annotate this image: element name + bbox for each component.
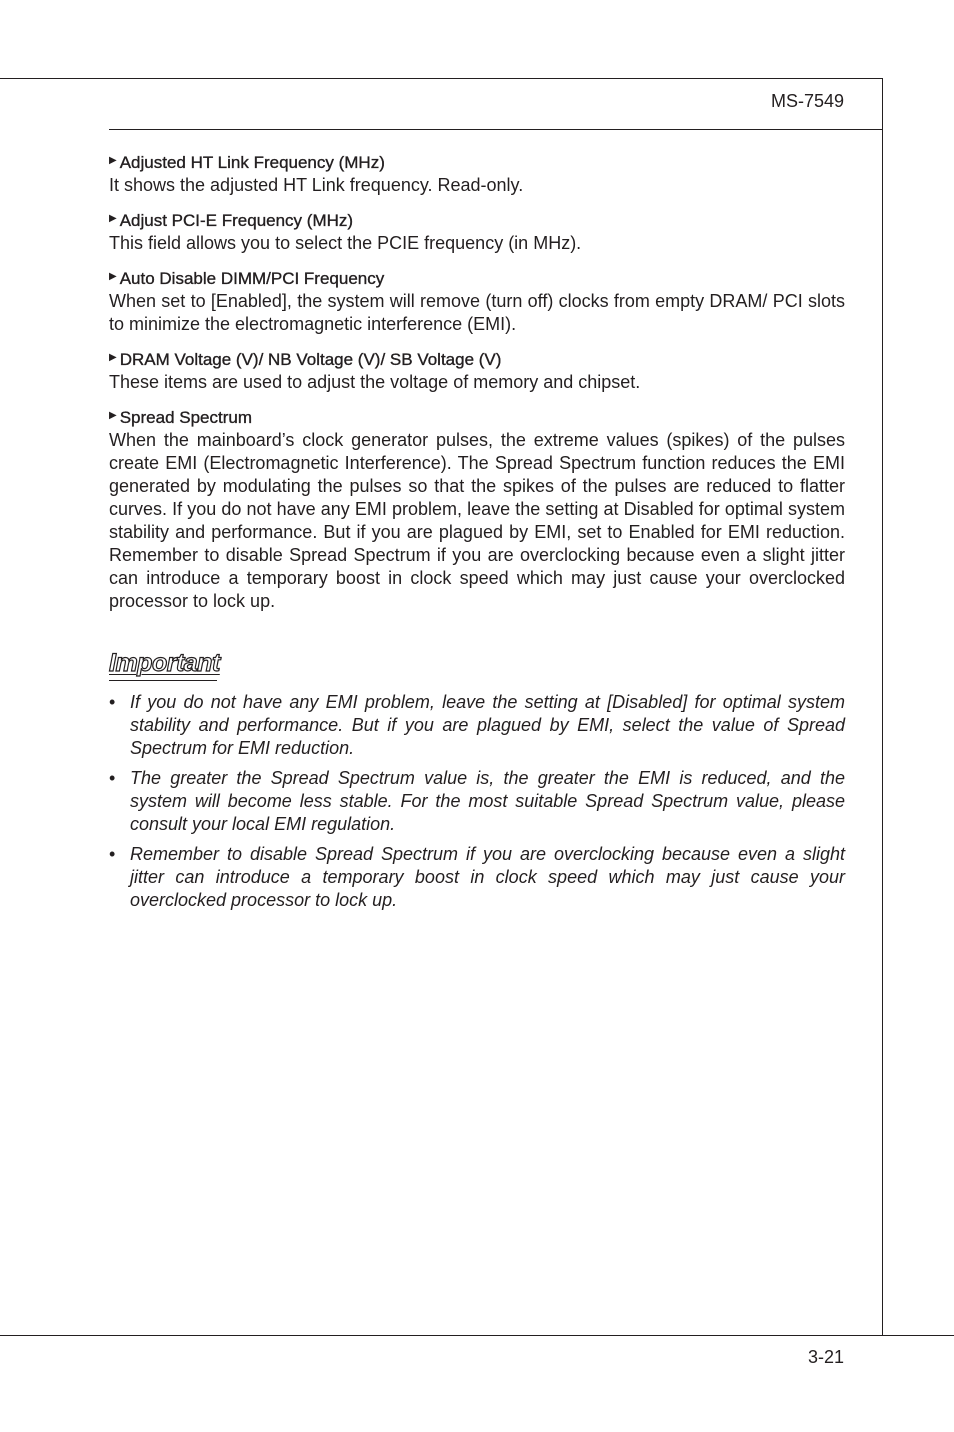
note-item xyxy=(109,843,845,912)
note-item xyxy=(109,767,845,836)
page-content xyxy=(109,151,845,919)
model-number: MS-7549 xyxy=(770,91,844,111)
bullet-icon: • xyxy=(109,692,116,712)
section-title: Adjusted HT Link Frequency (MHz) xyxy=(119,153,385,172)
important-title: Important xyxy=(109,649,220,677)
bullet-icon: • xyxy=(109,768,116,788)
header-rule xyxy=(109,129,883,130)
top-rule xyxy=(0,78,883,79)
note-text: If you do not have any EMI problem, leave the setting at [Disabled] for optimal system stability and performance. But if you are plagued by EMI, select the value of Spread Spectrum for EMI reduction. xyxy=(130,692,845,758)
page-number: 3-21 xyxy=(807,1347,844,1367)
section-pcie-frequency xyxy=(109,209,845,255)
section-heading xyxy=(109,267,845,290)
section-title: Auto Disable DIMM/PCI Frequency xyxy=(119,269,385,288)
bottom-rule xyxy=(0,1335,954,1336)
section-body: When the mainboard’s clock generator pulses, the extreme values (spikes) of the pulses create EMI (Electromagnetic Interference). The Spread Spectrum function reduces the EMI generated by modulating the pulses so that the spikes of the pulses are reduced to flatter curves. If you do not have any EMI problem, leave the setting at Disabled for optimal system stability and performance. But if you are plagued by EMI, set to Enabled for EMI reduction. Remember to disable Spread Spectrum if you are overclocking because even a slight jitter can introduce a temporary boost in clock speed which may just cause your overclocked processor to lock up. xyxy=(109,430,845,611)
note-text: Remember to disable Spread Spectrum if you are overclocking because even a slight jitter can introduce a temporary boost in clock speed which may just cause your overclocked processor to lock up. xyxy=(130,844,845,910)
section-ht-link-frequency xyxy=(109,151,845,197)
important-underline xyxy=(109,680,217,681)
section-spread-spectrum xyxy=(109,406,845,613)
note-item xyxy=(109,691,845,760)
section-body: When set to [Enabled], the system will remove (turn off) clocks from empty DRAM/ PCI slots to minimize the electromagnetic interference (EMI). xyxy=(109,291,845,334)
section-body: This field allows you to select the PCIE frequency (in MHz). xyxy=(109,233,582,253)
section-body: These items are used to adjust the voltage of memory and chipset. xyxy=(109,372,641,392)
triangle-right-icon: ▶ xyxy=(109,271,117,282)
triangle-right-icon: ▶ xyxy=(109,213,117,224)
bullet-icon: • xyxy=(109,844,116,864)
section-heading xyxy=(109,209,845,232)
section-title: DRAM Voltage (V)/ NB Voltage (V)/ SB Voltage (V) xyxy=(119,350,502,369)
section-auto-disable-dimm-pci xyxy=(109,267,845,336)
triangle-right-icon: ▶ xyxy=(109,155,117,166)
section-heading xyxy=(109,348,845,371)
important-block xyxy=(109,625,845,912)
triangle-right-icon: ▶ xyxy=(109,410,117,421)
triangle-right-icon: ▶ xyxy=(109,352,117,363)
important-notes xyxy=(109,691,845,912)
section-heading xyxy=(109,151,845,174)
note-text: The greater the Spread Spectrum value is, the greater the EMI is reduced, and the system will become less stable. For the most suitable Spread Spectrum value, please consult your local EMI regulation. xyxy=(130,768,845,834)
section-body: It shows the adjusted HT Link frequency. Read-only. xyxy=(109,175,524,195)
section-title: Adjust PCI-E Frequency (MHz) xyxy=(119,211,354,230)
section-voltage xyxy=(109,348,845,394)
section-heading xyxy=(109,406,845,429)
section-title: Spread Spectrum xyxy=(119,408,252,427)
side-rule xyxy=(882,78,883,1335)
